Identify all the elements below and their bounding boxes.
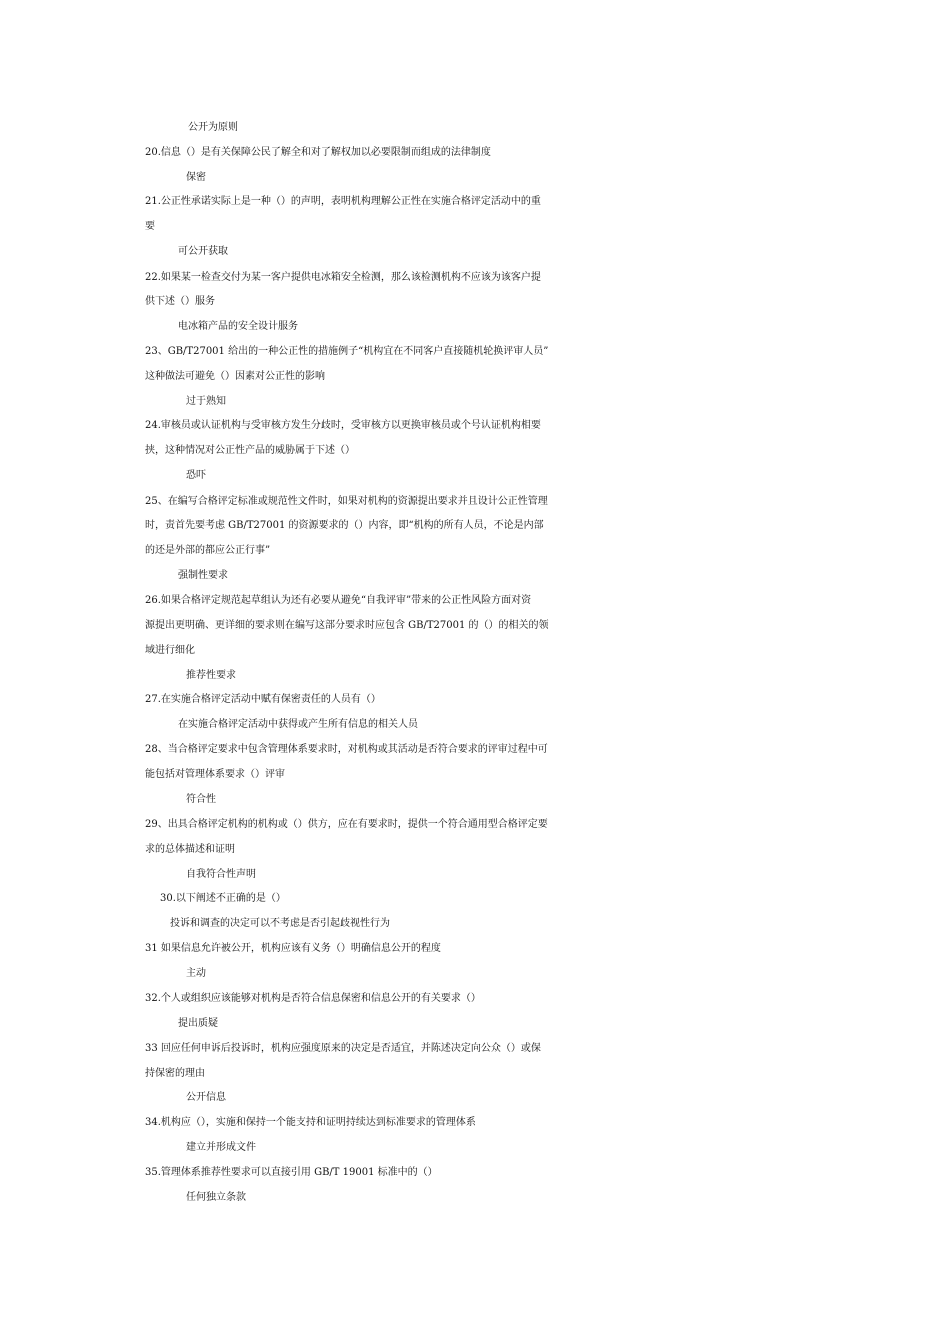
question-line: 要 (145, 221, 155, 232)
answer-line: 建立并形成文件 (186, 1142, 256, 1153)
answer-line: 主动 (186, 968, 206, 979)
question-line: 21.公正性承诺实际上是一种（）的声明，表明机构理解公正性在实施合格评定活动中的重 (145, 196, 541, 207)
question-line: 供下述（）服务 (145, 296, 215, 307)
answer-line: 强制性要求 (178, 570, 228, 581)
question-line: 25、在编写合格评定标准或规范性文件时，如果对机构的资源提出要求并且设计公正性管理 (145, 496, 548, 507)
question-line: 29、出具合格评定机构的机构或（）供方，应在有要求时，提供一个符合通用型合格评定要 (145, 819, 548, 830)
answer-line: 推荐性要求 (186, 670, 236, 681)
question-line: 28、当合格评定要求中包含管理体系要求时，对机构或其活动是否符合要求的评审过程中可 (145, 744, 548, 755)
question-line: 33 回应任何申诉后投诉时，机构应强度原来的决定是否适宜，并陈述决定向公众（）或保 (145, 1043, 541, 1054)
question-line: 求的总体描述和证明 (145, 844, 235, 855)
answer-line: 可公开获取 (178, 246, 228, 257)
question-line: 26.如果合格评定规范起草组认为还有必要从避免“自我评审”带来的公正性风险方面对资 (145, 595, 532, 606)
answer-line: 电冰箱产品的安全设计服务 (178, 321, 298, 332)
question-line: 23、GB/T27001 给出的一种公正性的措施例子“机构宜在不同客户直接随机轮换评审人员” (145, 346, 549, 357)
answer-line: 过于熟知 (186, 396, 226, 407)
question-line: 24.审核员或认证机构与受审核方发生分歧时，受审核方以更换审核员或个号认证机构相要 (145, 420, 541, 431)
answer-line: 投诉和调查的决定可以不考虑是否引起歧视性行为 (170, 918, 390, 929)
question-line: 22.如果某一检查交付为某一客户提供电冰箱安全检测，那么该检测机构不应该为该客户提 (145, 272, 541, 283)
question-line: 源提出更明确、更详细的要求则在编写这部分要求时应包含 GB/T27001 的（）的相关的领 (145, 620, 549, 631)
answer-line: 在实施合格评定活动中获得或产生所有信息的相关人员 (178, 719, 418, 730)
question-line: 30.以下阐述不正确的是（） (160, 893, 286, 904)
answer-line: 恐吓 (186, 470, 206, 481)
question-line: 31 如果信息允许被公开，机构应该有义务（）明确信息公开的程度 (145, 943, 441, 954)
question-line: 能包括对管理体系要求（）评审 (145, 769, 285, 780)
answer-line: 公开信息 (186, 1092, 226, 1103)
question-line: 这种做法可避免（）因素对公正性的影响 (145, 371, 325, 382)
question-line: 域进行细化 (145, 645, 195, 656)
question-line: 35.管理体系推荐性要求可以直接引用 GB/T 19001 标准中的（） (145, 1167, 438, 1178)
question-line: 时，责首先要考虑 GB/T27001 的资源要求的（）内容，即“机构的所有人员，不论是内部 (145, 520, 544, 531)
question-line: 27.在实施合格评定活动中赋有保密责任的人员有（） (145, 694, 381, 705)
answer-line: 公开为原则 (188, 122, 238, 133)
answer-line: 符合性 (186, 794, 216, 805)
question-line: 34.机构应（），实施和保持一个能支持和证明持续达到标准要求的管理体系 (145, 1117, 476, 1128)
question-line: 32.个人或组织应该能够对机构是否符合信息保密和信息公开的有关要求（） (145, 993, 481, 1004)
question-line: 的还是外部的都应公正行事” (145, 545, 271, 556)
answer-line: 自我符合性声明 (186, 869, 256, 880)
answer-line: 保密 (186, 172, 206, 183)
answer-line: 任何独立条款 (186, 1192, 246, 1203)
question-line: 挟，这种情况对公正性产品的威胁属于下述（） (145, 445, 355, 456)
question-line: 持保密的理由 (145, 1068, 205, 1079)
answer-line: 提出质疑 (178, 1018, 218, 1029)
question-line: 20.信息（）是有关保障公民了解全和对了解权加以必要限制而组成的法律制度 (145, 147, 491, 158)
